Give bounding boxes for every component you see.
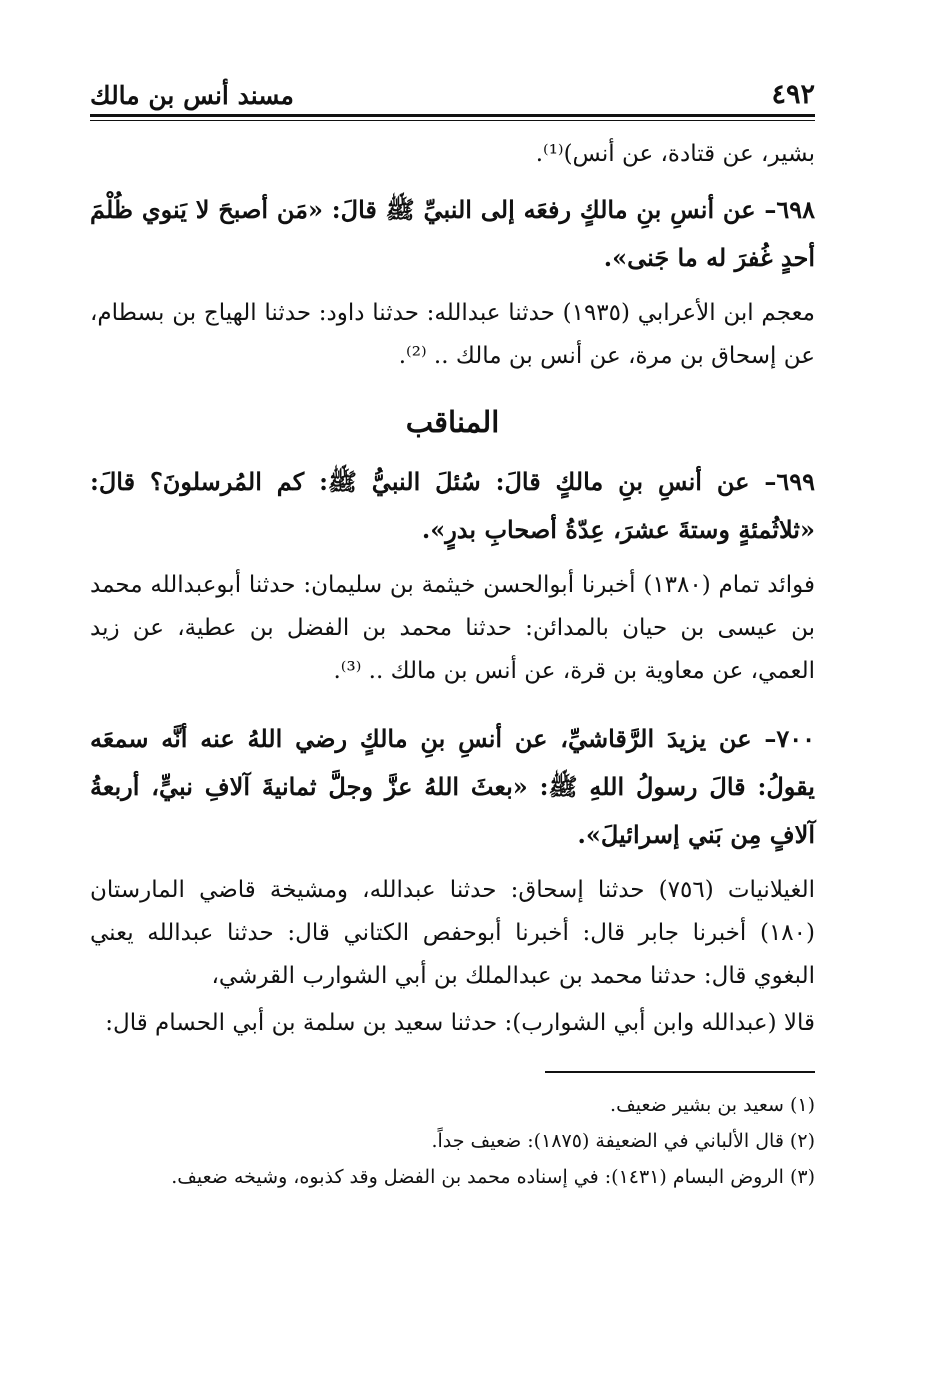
running-title: مسند أنس بن مالك <box>90 81 294 110</box>
source-699: فوائد تمام (١٣٨٠) أخبرنا أبوالحسن خيثمة بن سليمان: حدثنا أبوعبدالله محمد بن عيسى بن حيان بالمدائن: حدثنا محمد بن الفضل بن عطية، عن زيد العمي، عن معاوية بن قرة، عن أنس بن مالك .. ⁽³⁾. <box>90 572 815 684</box>
source-698: معجم ابن الأعرابي (١٩٣٥) حدثنا عبدالله: حدثنا داود: حدثنا الهياج بن بسطام، عن إسحاق بن مرة، عن أنس بن مالك .. ⁽²⁾. <box>90 300 815 369</box>
header-rule-thick <box>90 114 815 117</box>
hadith-699: ٦٩٩– عن أنسِ بنِ مالكٍ قالَ: سُئلَ النبيُّ ﷺ: كم المُرسلونَ؟ قالَ: «ثلاثُمئةٍ وستةَ عشرَ، عِدّةُ أصحابِ بدرٍ». <box>90 467 815 544</box>
footnote-separator <box>545 1071 815 1073</box>
section-title: المناقب <box>405 405 500 439</box>
page-header <box>90 72 815 110</box>
page-number: ٤٩٢ <box>771 79 815 110</box>
book-page <box>90 72 815 1195</box>
hadith-698: ٦٩٨– عن أنسِ بنِ مالكٍ رفعَه إلى النبيِّ ﷺ قالَ: «مَن أصبحَ لا يَنوي ظُلْمَ أحدٍ غُفرَ له ما جَنى». <box>90 195 815 272</box>
footnote-3: (٣) الروض البسام (١٤٣١): في إسناده محمد بن الفضل وقد كذبوه، وشيخه ضعيف. <box>171 1166 815 1188</box>
source-700-part2: قالا (عبدالله وابن أبي الشوارب): حدثنا سعيد بن سلمة بن أبي الحسام قال: <box>105 1010 815 1036</box>
footnote-2: (٢) قال الألباني في الضعيفة (١٨٧٥): ضعيف جداً. <box>431 1130 815 1152</box>
source-700-part1: الغيلانيات (٧٥٦) حدثنا إسحاق: حدثنا عبدالله، ومشيخة قاضي المارستان (١٨٠) أخبرنا جابر قال: أخبرنا أبوحفص الكتاني قال: حدثنا عبدالله يعني البغوي قال: حدثنا محمد بن عبدالملك بن أبي الشوارب القرشي، <box>90 877 815 989</box>
hadith-700: ٧٠٠– عن يزيدَ الرَّقاشيِّ، عن أنسِ بنِ مالكٍ رضي اللهُ عنه أنَّه سمعَه يقولُ: قالَ رسولُ اللهِ ﷺ: «بعثَ اللهُ عزَّ وجلَّ ثمانيةَ آلافِ نبيٍّ، أربعةُ آلافٍ مِن بَني إسرائيلَ». <box>90 724 815 849</box>
continuation-text: بشير، عن قتادة، عن أنس)⁽¹⁾. <box>535 141 815 167</box>
footnotes <box>90 1087 815 1195</box>
footnote-1: (١) سعيد بن بشير ضعيف. <box>610 1094 815 1116</box>
